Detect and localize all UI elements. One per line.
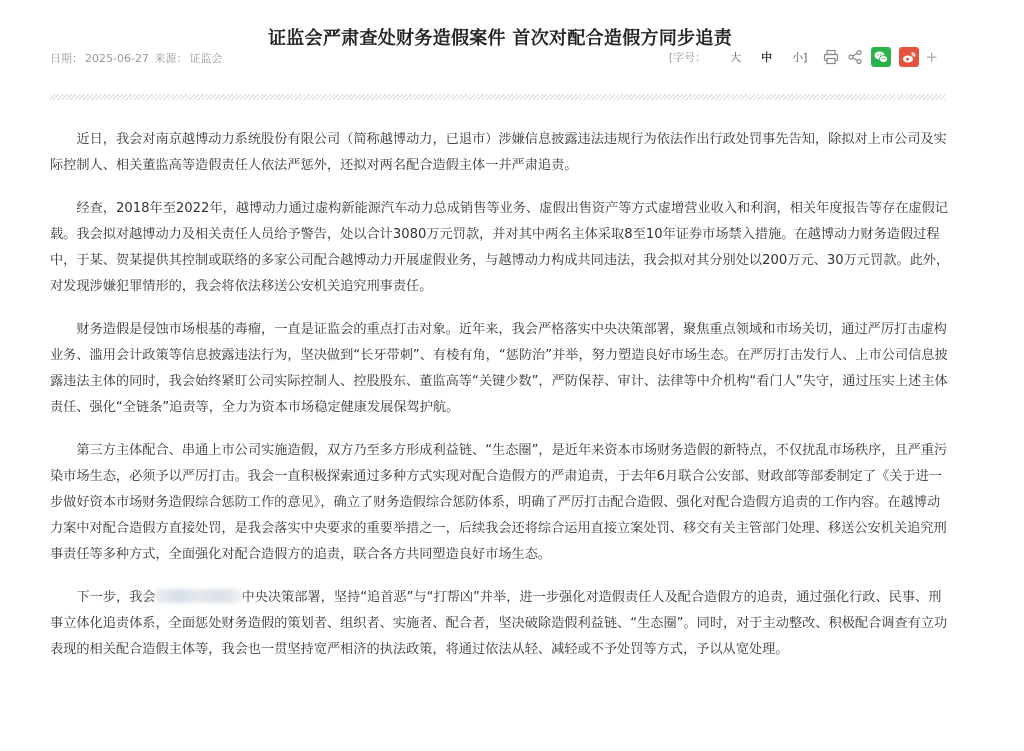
paragraph-1: 近日，我会对南京越博动力系统股份有限公司（简称越博动力，已退市）涉嫌信息披露违法违规行为依法作出行政处罚事先告知，除拟对上市公司及实际控制人、相关董监高等造假责任人依法严惩外，还拟对两名配合造假主体一并严肃追责。 <box>50 132 947 173</box>
print-icon[interactable] <box>821 47 841 67</box>
article-title: 证监会严肃查处财务造假案件 首次对配合造假方同步追责 <box>267 28 733 49</box>
article-source: 证监会 <box>189 52 223 65</box>
article-toolbar <box>669 47 938 67</box>
article-body <box>50 127 950 680</box>
font-size-label: [字号： <box>668 51 707 64</box>
share-icon[interactable] <box>845 47 865 67</box>
date-label: 日期： <box>50 52 83 65</box>
paragraph-5-rest: 中央决策部署，坚持“追首恶”与“打帮凶”并举，进一步强化对造假责任人及配合造假方的追责，通过强化行政、民事、刑事立体化追责体系，全面惩处财务造假的策划者、组织者、实施者、配合者，坚决破除造假利益链、“生态圈”。同时，对于主动整改、积极配合调查有立功表现的相关配合造假主体等，我会也一贯坚持宽严相济的执法政策，将通过依法从轻、减轻或不予处罚等方式，予以从宽处理。 <box>50 590 948 657</box>
more-share-icon[interactable]: + <box>925 48 938 66</box>
font-size-small-button[interactable]: 小] <box>792 51 808 64</box>
font-size-medium-button[interactable]: 中 <box>761 51 773 64</box>
font-size-large-button[interactable]: 大 <box>730 51 742 64</box>
paragraph-4: 第三方主体配合、串通上市公司实施造假，双方乃至多方形成利益链、“生态圈”，是近年来资本市场财务造假的新特点，不仅扰乱市场秩序，且严重污染市场生态，必须予以严厉打击。我会一直积极探索通过多种方式实现对配合造假方的严肃追责，于去年6月联合公安部、财政部等部委制定了《关于进一步做好资本市场财务造假综合惩防工作的意见》，确立了财务造假综合惩防体系，明确了严厉打击配合造假、强化对配合造假方追责的工作内容。在越博动力案中对配合造假方直接处罚，是我会落实中央要求的重要举措之一，后续我会还将综合运用直接立案处罚、移交有关主管部门处理、移送公安机关追究刑事责任等多种方式，全面强化对配合造假方的追责，联合各方共同塑造良好市场生态。 <box>50 443 948 562</box>
paragraph-5-start: 下一步，我会 <box>76 590 156 605</box>
paragraph-2: 经查，2018年至2022年，越博动力通过虚构新能源汽车动力总成销售等业务、虚假出售资产等方式虚增营业收入和利润，相关年度报告等存在虚假记载。我会拟对越博动力及相关责任人员给予警告，处以合计3080万元罚款，并对其中两名主体采取8至10年证券市场禁入措施。在越博动力财务造假过程中，于某、贺某提供其控制或联络的多家公司配合越博动力开展虚假业务，与越博动力构成共同违法，我会拟对其分别处以200万元、30万元罚款。此外，对发现涉嫌犯罪情形的，我会将依法移送公安机关追究刑事责任。 <box>50 201 950 294</box>
title-divider <box>50 94 945 100</box>
paragraph-5 <box>50 585 950 663</box>
weibo-icon[interactable] <box>899 47 919 67</box>
source-label: 来源： <box>154 52 188 65</box>
wechat-icon[interactable] <box>871 47 891 67</box>
article-date: 2025-06-27 <box>85 52 149 65</box>
paragraph-3: 财务造假是侵蚀市场根基的毒瘤，一直是证监会的重点打击对象。近年来，我会严格落实中央决策部署，聚焦重点领域和市场关切，通过严厉打击虚构业务、滥用会计政策等信息披露违法行为，坚决做到“长牙带刺”、有棱有角，“惩防治”并举，努力塑造良好市场生态。在严厉打击发行人、上市公司信息披露违法主体的同时，我会始终紧盯公司实际控制人、控股股东、董监高等“关键少数”，严防保荐、审计、法律等中介机构“看门人”失守，通过压实上述主体责任、强化“全链条”追责等，全力为资本市场稳定健康发展保驾护航。 <box>50 322 948 415</box>
blurred-text-overlay <box>156 589 242 603</box>
article-meta <box>50 50 224 66</box>
